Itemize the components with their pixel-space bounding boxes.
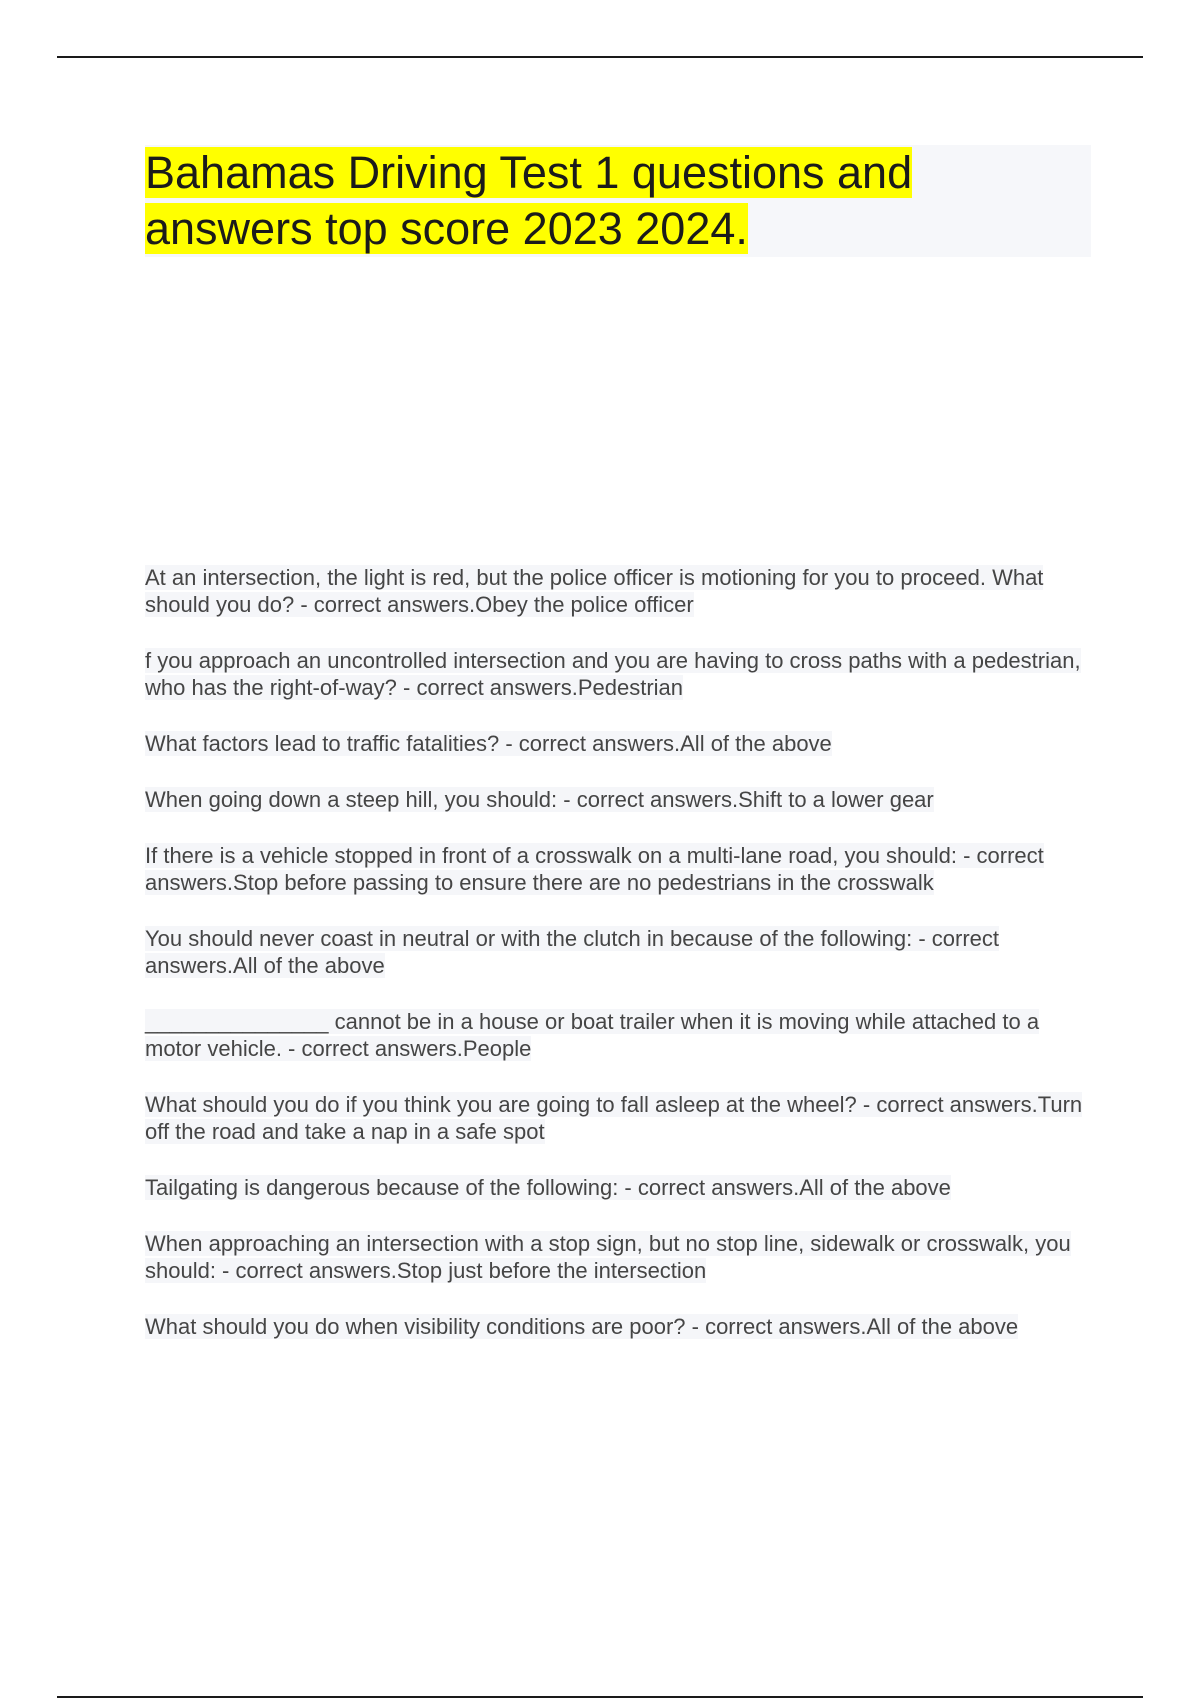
qa-text: f you approach an uncontrolled intersection and you are having to cross paths with a pedestrian, who has the right-of-way? - correct answers.Pedestrian — [145, 648, 1081, 700]
qa-text: You should never coast in neutral or with the clutch in because of the following: - correct answers.All of the above — [145, 926, 1000, 978]
qa-item — [145, 842, 1095, 896]
qa-item — [145, 1230, 1095, 1284]
qa-text: What factors lead to traffic fatalities? - correct answers.All of the above — [145, 731, 832, 756]
qa-text: _______________ cannot be in a house or boat trailer when it is moving while attached to a motor vehicle. - correct answers.People — [145, 1009, 1040, 1061]
title-block — [145, 145, 1091, 257]
qa-item — [145, 1313, 1095, 1340]
qa-item — [145, 1008, 1095, 1062]
qa-text: At an intersection, the light is red, but the police officer is motioning for you to proceed. What should you do? - correct answers.Obey the police officer — [145, 565, 1044, 617]
qa-text: What should you do when visibility conditions are poor? - correct answers.All of the above — [145, 1314, 1019, 1339]
document-title — [145, 145, 1091, 257]
top-rule — [57, 56, 1143, 58]
qa-item — [145, 1174, 1095, 1201]
qa-text: If there is a vehicle stopped in front of a crosswalk on a multi-lane road, you should: - correct answers.Stop before passing to ensure there are no pedestrians in the crosswalk — [145, 843, 1044, 895]
title-highlight: Bahamas Driving Test 1 questions and answers top score 2023 2024. — [145, 147, 913, 254]
qa-item — [145, 647, 1095, 701]
qa-list — [145, 564, 1095, 1369]
qa-item — [145, 786, 1095, 813]
qa-text: When going down a steep hill, you should: - correct answers.Shift to a lower gear — [145, 787, 934, 812]
qa-text: What should you do if you think you are going to fall asleep at the wheel? - correct answers.Turn off the road and take a nap in a safe spot — [145, 1092, 1083, 1144]
bottom-rule — [57, 1696, 1143, 1698]
qa-item — [145, 925, 1095, 979]
qa-text: Tailgating is dangerous because of the following: - correct answers.All of the above — [145, 1175, 951, 1200]
qa-item — [145, 730, 1095, 757]
qa-text: When approaching an intersection with a stop sign, but no stop line, sidewalk or crosswalk, you should: - correct answers.Stop just before the intersection — [145, 1231, 1071, 1283]
qa-item — [145, 1091, 1095, 1145]
qa-item — [145, 564, 1095, 618]
